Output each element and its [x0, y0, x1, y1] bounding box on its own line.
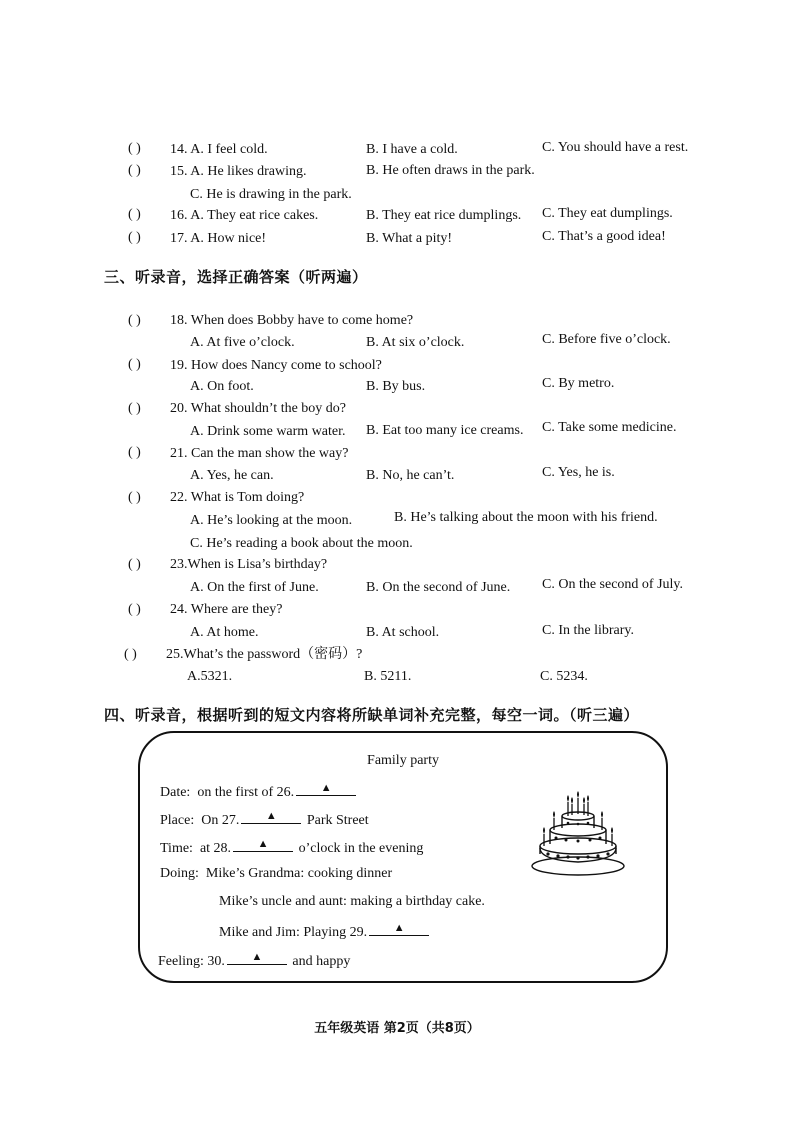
question-24-stem: 24. Where are they? — [170, 602, 283, 617]
date-label: Date: — [160, 785, 191, 800]
answer-paren-18[interactable]: ( ) — [128, 313, 141, 328]
question-21-option-c: C. Yes, he is. — [542, 465, 615, 480]
blank-28[interactable] — [233, 837, 293, 852]
question-17-option-b: B. What a pity! — [366, 231, 453, 246]
birthday-cake-icon — [528, 788, 628, 880]
question-23-option-c: C. On the second of July. — [542, 577, 684, 592]
question-23-stem: 23.When is Lisa’s birthday? — [170, 557, 328, 572]
section-4-title: 四、听录音，根据听到的短文内容将所缺单词补充完整，每空一词。（听三遍） — [104, 706, 640, 724]
doing-row-3 — [219, 921, 431, 942]
question-17-option-a: 17. A. How nice! — [170, 231, 267, 246]
page-footer: 五年级英语 第2页（共8页） — [314, 1021, 480, 1036]
blank-marker-icon: ▲ — [320, 782, 332, 794]
box-title: Family party — [367, 753, 439, 768]
question-24-option-a: A. At home. — [190, 625, 259, 640]
question-17-option-c: C. That’s a good idea! — [542, 229, 666, 244]
date-prefix: on the first of 26. — [197, 785, 295, 800]
question-18-option-b: B. At six o’clock. — [366, 335, 465, 350]
question-16-option-a: 16. A. They eat rice cakes. — [170, 208, 319, 223]
blank-marker-icon: ▲ — [265, 810, 277, 822]
place-prefix: On 27. — [201, 813, 240, 828]
question-16-option-c: C. They eat dumplings. — [542, 206, 673, 221]
question-22-option-a: A. He’s looking at the moon. — [190, 513, 353, 528]
blank-marker-icon: ▲ — [251, 951, 263, 963]
question-23-option-a: A. On the first of June. — [190, 580, 319, 595]
time-suffix: o’clock in the evening — [298, 841, 424, 856]
question-16-option-b: B. They eat rice dumplings. — [366, 208, 522, 223]
question-14-option-c: C. You should have a rest. — [542, 140, 689, 155]
place-row — [160, 809, 369, 830]
question-25-option-b: B. 5211. — [364, 669, 412, 684]
blank-29[interactable] — [369, 921, 429, 936]
question-20-stem: 20. What shouldn’t the boy do? — [170, 401, 347, 416]
answer-paren-21[interactable]: ( ) — [128, 445, 141, 460]
question-21-option-a: A. Yes, he can. — [190, 468, 274, 483]
doing-grandma: Mike’s Grandma: cooking dinner — [205, 866, 393, 881]
date-row — [160, 781, 358, 802]
question-18-option-a: A. At five o’clock. — [190, 335, 295, 350]
time-prefix: at 28. — [199, 841, 232, 856]
answer-paren-20[interactable]: ( ) — [128, 401, 141, 416]
blank-marker-icon: ▲ — [393, 922, 405, 934]
question-18-option-c: C. Before five o’clock. — [542, 332, 671, 347]
doing-mike-jim: Mike and Jim: Playing 29. — [219, 925, 368, 940]
question-20-option-a: A. Drink some warm water. — [190, 424, 346, 439]
section-3-title: 三、听录音，选择正确答案（听两遍） — [104, 268, 368, 286]
doing-row-2: Mike’s uncle and aunt: making a birthday cake. — [219, 894, 485, 909]
answer-paren-17[interactable]: ( ) — [128, 230, 141, 245]
question-21-option-b: B. No, he can’t. — [366, 468, 455, 483]
question-19-option-b: B. By bus. — [366, 379, 426, 394]
blank-marker-icon: ▲ — [257, 838, 269, 850]
place-label: Place: — [160, 813, 195, 828]
answer-paren-22[interactable]: ( ) — [128, 490, 141, 505]
question-25-option-c: C. 5234. — [540, 669, 588, 684]
question-14-option-a: 14. A. I feel cold. — [170, 142, 268, 157]
question-15-option-b: B. He often draws in the park. — [366, 163, 535, 178]
question-20-option-b: B. Eat too many ice creams. — [366, 423, 524, 438]
feeling-prefix: 30. — [207, 954, 225, 969]
question-25-option-a: A.5321. — [187, 669, 233, 684]
feeling-suffix: and happy — [292, 954, 351, 969]
question-15-option-a: 15. A. He likes drawing. — [170, 164, 307, 179]
answer-paren-14[interactable]: ( ) — [128, 141, 141, 156]
doing-row-1 — [160, 865, 392, 883]
question-21-stem: 21. Can the man show the way? — [170, 446, 349, 461]
answer-paren-16[interactable]: ( ) — [128, 207, 141, 222]
answer-paren-15[interactable]: ( ) — [128, 163, 141, 178]
question-24-option-b: B. At school. — [366, 625, 440, 640]
place-suffix: Park Street — [306, 813, 369, 828]
blank-27[interactable] — [241, 809, 301, 824]
time-label: Time: — [160, 841, 193, 856]
doing-label: Doing: — [160, 866, 199, 881]
question-14-option-b: B. I have a cold. — [366, 142, 458, 157]
question-19-option-a: A. On foot. — [190, 379, 254, 394]
question-22-option-b: B. He’s talking about the moon with his friend. — [394, 510, 658, 525]
answer-paren-23[interactable]: ( ) — [128, 557, 141, 572]
question-25-stem: 25.What’s the password（密码）? — [166, 647, 363, 662]
question-19-option-c: C. By metro. — [542, 376, 615, 391]
question-20-option-c: C. Take some medicine. — [542, 420, 677, 435]
blank-26[interactable] — [296, 781, 356, 796]
question-22-stem: 22. What is Tom doing? — [170, 490, 305, 505]
answer-paren-24[interactable]: ( ) — [128, 602, 141, 617]
answer-paren-25[interactable]: ( ) — [124, 647, 137, 662]
question-24-option-c: C. In the library. — [542, 623, 635, 638]
question-22-option-c: C. He’s reading a book about the moon. — [190, 536, 413, 551]
feeling-label: Feeling: — [158, 954, 204, 969]
feeling-row — [158, 950, 350, 971]
question-18-stem: 18. When does Bobby have to come home? — [170, 313, 414, 328]
question-15-option-c: C. He is drawing in the park. — [190, 187, 352, 202]
blank-30[interactable] — [227, 950, 287, 965]
question-19-stem: 19. How does Nancy come to school? — [170, 358, 382, 373]
answer-paren-19[interactable]: ( ) — [128, 357, 141, 372]
time-row — [160, 837, 423, 858]
question-23-option-b: B. On the second of June. — [366, 580, 511, 595]
